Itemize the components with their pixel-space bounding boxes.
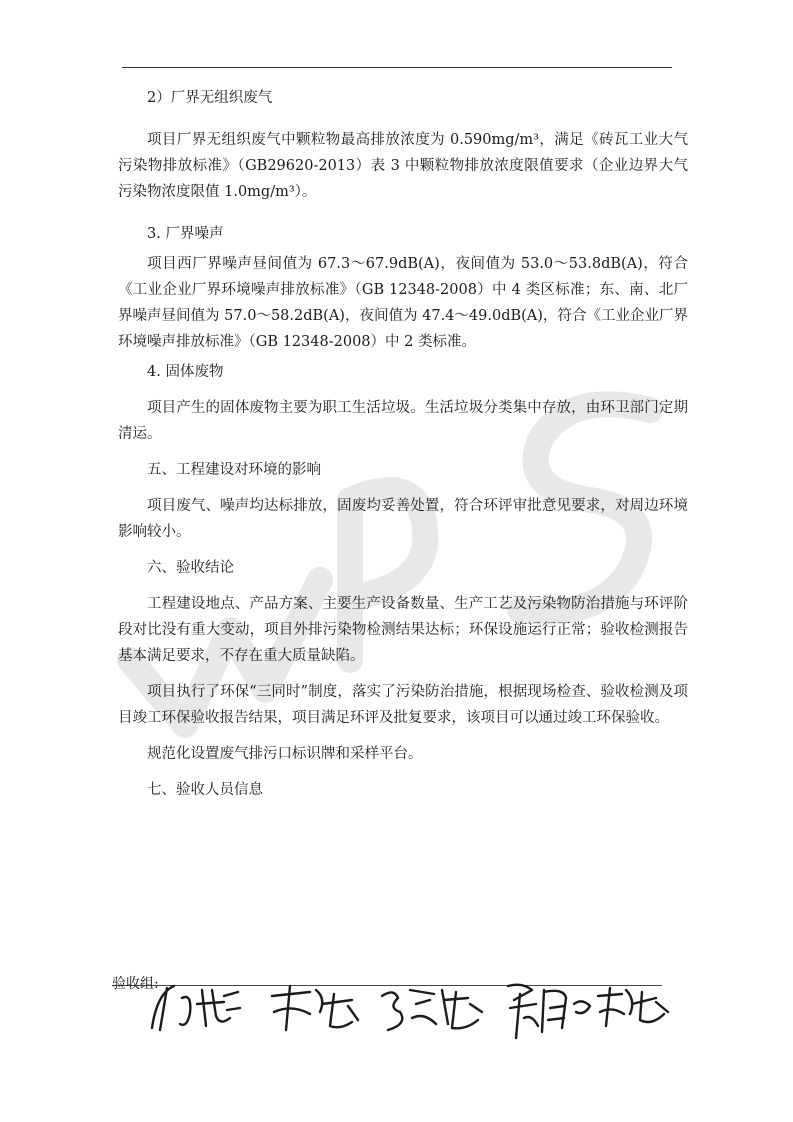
section-heading-factory-emissions: 2）厂界无组织废气 (147, 90, 273, 106)
paragraph-conclusion-2: 项目执行了环保“三同时”制度，落实了污染防治措施，根据现场检查、验收检测及项目竣工环保验收报告结果，项目满足环评及批复要求，该项目可以通过竣工环保验收。 (118, 684, 688, 726)
signature-2 (272, 986, 358, 1030)
signature-label: 验收组: (112, 976, 159, 992)
signature-1 (152, 986, 240, 1030)
section-heading-acceptance-personnel: 七、验收人员信息 (147, 782, 263, 798)
section-heading-noise: 3. 厂界噪声 (147, 226, 224, 242)
header-rule (122, 67, 672, 68)
section-heading-solid-waste: 4. 固体废物 (147, 364, 224, 380)
paragraph-conclusion-3: 规范化设置废气排污口标识牌和采样平台。 (147, 746, 423, 762)
paragraph-noise-levels: 项目西厂界噪声昼间值为 67.3～67.9dB(A)，夜间值为 53.0～53.8dB(A)，符合《工业企业厂界环境噪声排放标准》（GB 12348-2008）中 4 类区标准；东、南、北厂界噪声昼间值为 57.0～58.2dB(A)，夜间值为 47.4～49.0dB(A)，符合《工业企业厂界环境噪声排放标准》（GB 12348-2008）中 2 类标准。 (118, 256, 688, 350)
signature-5 (598, 988, 668, 1026)
signature-area (112, 968, 682, 1048)
section-heading-environmental-impact: 五、工程建设对环境的影响 (147, 462, 321, 478)
document-body (118, 85, 688, 803)
handwritten-signatures (112, 968, 682, 1048)
paragraph-solid-waste: 项目产生的固体废物主要为职工生活垃圾。生活垃圾分类集中存放，由环卫部门定期清运。 (118, 400, 688, 442)
paragraph-environmental-impact: 项目废气、噪声均达标排放，固废均妥善处置，符合环评审批意见要求，对周边环境影响较小。 (118, 498, 688, 540)
paragraph-particulate-emissions: 项目厂界无组织废气中颗粒物最高排放浓度为 0.590mg/m³，满足《砖瓦工业大气污染物排放标准》（GB29620-2013）表 3 中颗粒物排放浓度限值要求（企业边界大气污染物浓度限值 1.0mg/m³）。 (118, 132, 688, 200)
signature-4 (508, 985, 590, 1038)
signature-3 (382, 990, 482, 1030)
paragraph-conclusion-1: 工程建设地点、产品方案、主要生产设备数量、生产工艺及污染物防治措施与环评阶段对比没有重大变动，项目外排污染物检测结果达标；环保设施运行正常；验收检测报告基本满足要求，不存在重大质量缺陷。 (118, 596, 688, 664)
section-heading-acceptance-conclusion: 六、验收结论 (147, 560, 234, 576)
